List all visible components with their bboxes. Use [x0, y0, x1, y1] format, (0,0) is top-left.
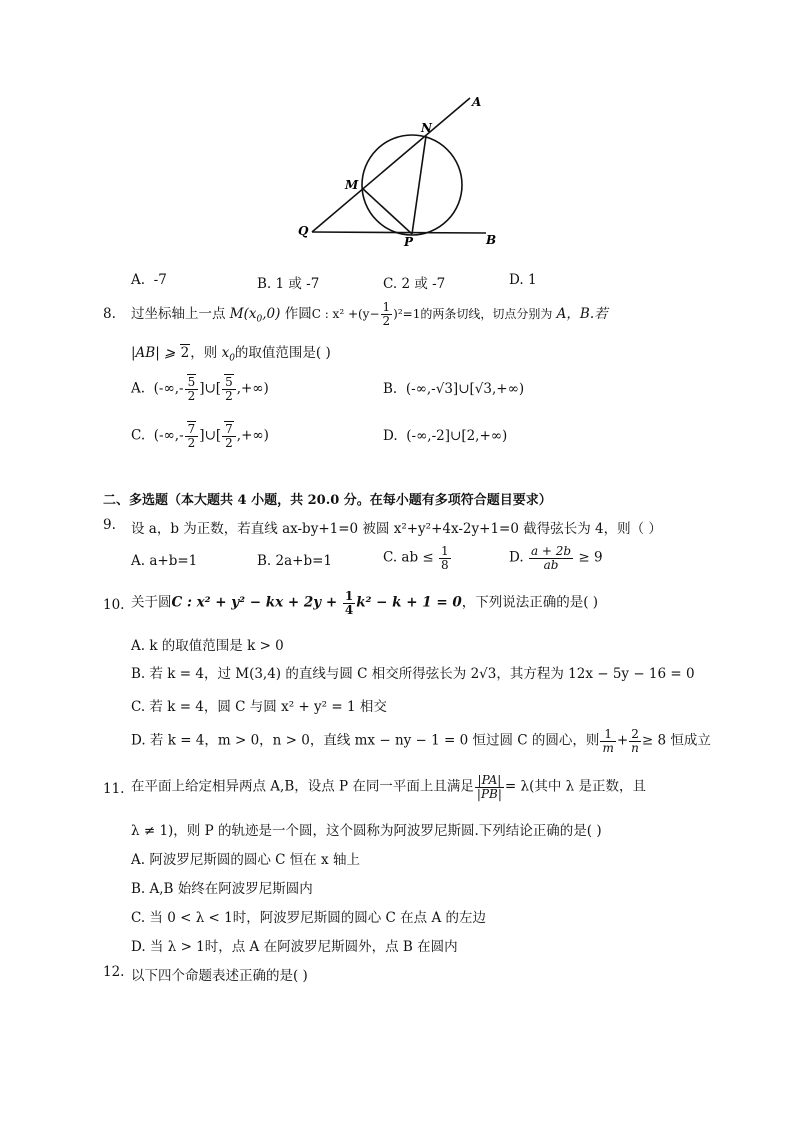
q11-number: 11. — [103, 781, 125, 797]
label-N: N — [421, 121, 432, 135]
label-Q: Q — [298, 224, 309, 238]
q8-option-a[interactable]: A. (-∞,- $\frac{5}{2}$ ]∪[ $\frac{5}{2}$ ,+∞) — [131, 375, 269, 403]
label-P: P — [404, 235, 414, 249]
segment-NP — [412, 136, 426, 234]
q10-option-c[interactable]: C. 若 k = 4，圆 C 与圆 x² + y² = 1 相交 — [131, 699, 387, 715]
geometry-figure — [290, 88, 510, 253]
q7-option-c[interactable]: C. 2 或 -7 — [383, 276, 446, 292]
q10-option-d[interactable]: D. 若 k = 4，m > 0，n > 0，直线 mx − ny − 1 = 0 恒过圆 C 的圆心，则 $\frac{1}{m}$ + $\frac{2}{n}$ ≥ 8 恒成立 — [131, 727, 711, 755]
q8-stem-line2: |AB| ⩾ 2，则 $x_0$的取值范围是( ) — [131, 345, 331, 364]
q8-option-b[interactable]: B. (-∞,-√3]∪[√3,+∞) — [383, 381, 525, 397]
q9-number: 9. — [103, 517, 116, 533]
q10-number: 10. — [103, 597, 125, 613]
q9-option-b[interactable]: B. 2a+b=1 — [257, 553, 332, 569]
q11-stem-line1: 在平面上给定相异两点 A,B，设点 P 在同一平面上且满足 $\frac{|PA|}{|PB|}$ = λ(其中 λ 是正数，且 — [131, 773, 646, 801]
q9-stem: 设 a，b 为正数，若直线 ax-by+1=0 被圆 x²+y²+4x-2y+1=0 截得弦长为 4，则（ ） — [131, 521, 662, 537]
q11-stem-line2: λ ≠ 1)，则 P 的轨迹是一个圆，这个圆称为阿波罗尼斯圆.下列结论正确的是( ) — [131, 823, 602, 839]
tangent-line-QA — [312, 98, 470, 232]
label-A: A — [472, 95, 482, 109]
q11-option-b[interactable]: B. A,B 始终在阿波罗尼斯圆内 — [131, 881, 313, 897]
q9-option-d[interactable]: D. $\frac{a + 2b}{ab}$ ≥ 9 — [509, 544, 603, 572]
label-B: B — [486, 233, 497, 247]
q10-option-b[interactable]: B. 若 k = 4，过 M(3,4) 的直线与圆 C 相交所得弦长为 2√3，其方程为 12x − 5y − 16 = 0 — [131, 666, 695, 682]
q9-option-c[interactable]: C. ab ≤ $\frac{1}{8}$ — [383, 544, 449, 572]
q8-option-d[interactable]: D. (-∞,-2]∪[2,+∞) — [383, 428, 508, 444]
q8-number: 8. — [103, 306, 116, 322]
q7-option-d[interactable]: D. 1 — [509, 272, 537, 288]
section-title: 二、多选题（本大题共 4 小题，共 20.0 分。在每小题有多项符合题目要求） — [103, 493, 552, 508]
q7-option-a[interactable]: A. -7 — [131, 272, 167, 288]
q9-option-a[interactable]: A. a+b=1 — [131, 553, 198, 569]
q8-option-c[interactable]: C. (-∞,- $\frac{7}{2}$ ]∪[ $\frac{7}{2}$ ,+∞) — [131, 422, 269, 450]
q10-option-a[interactable]: A. k 的取值范围是 k > 0 — [131, 638, 284, 654]
q11-option-d[interactable]: D. 当 λ > 1时，点 A 在阿波罗尼斯圆外，点 B 在圆内 — [131, 939, 458, 955]
circle — [362, 135, 462, 235]
q11-option-c[interactable]: C. 当 0 < λ < 1时，阿波罗尼斯圆的圆心 C 在点 A 的左边 — [131, 910, 486, 926]
label-M: M — [345, 178, 359, 192]
q11-option-a[interactable]: A. 阿波罗尼斯圆的圆心 C 恒在 x 轴上 — [131, 852, 360, 868]
q12-number: 12. — [103, 964, 125, 980]
q10-stem: 关于圆C : x² + y² − kx + 2y + $\frac{1}{4}$ k² − k + 1 = 0，下列说法正确的是( ) — [131, 589, 599, 617]
q12-stem: 以下四个命题表述正确的是( ) — [131, 968, 308, 984]
q7-option-b[interactable]: B. 1 或 -7 — [257, 276, 320, 292]
q8-stem-line1: 过坐标轴上一点 $M(x_0,0)$ 作圆C : x² +(y− $\frac{1}{2}$ )²=1的两条切线，切点分别为 A，B.若 — [131, 300, 608, 328]
